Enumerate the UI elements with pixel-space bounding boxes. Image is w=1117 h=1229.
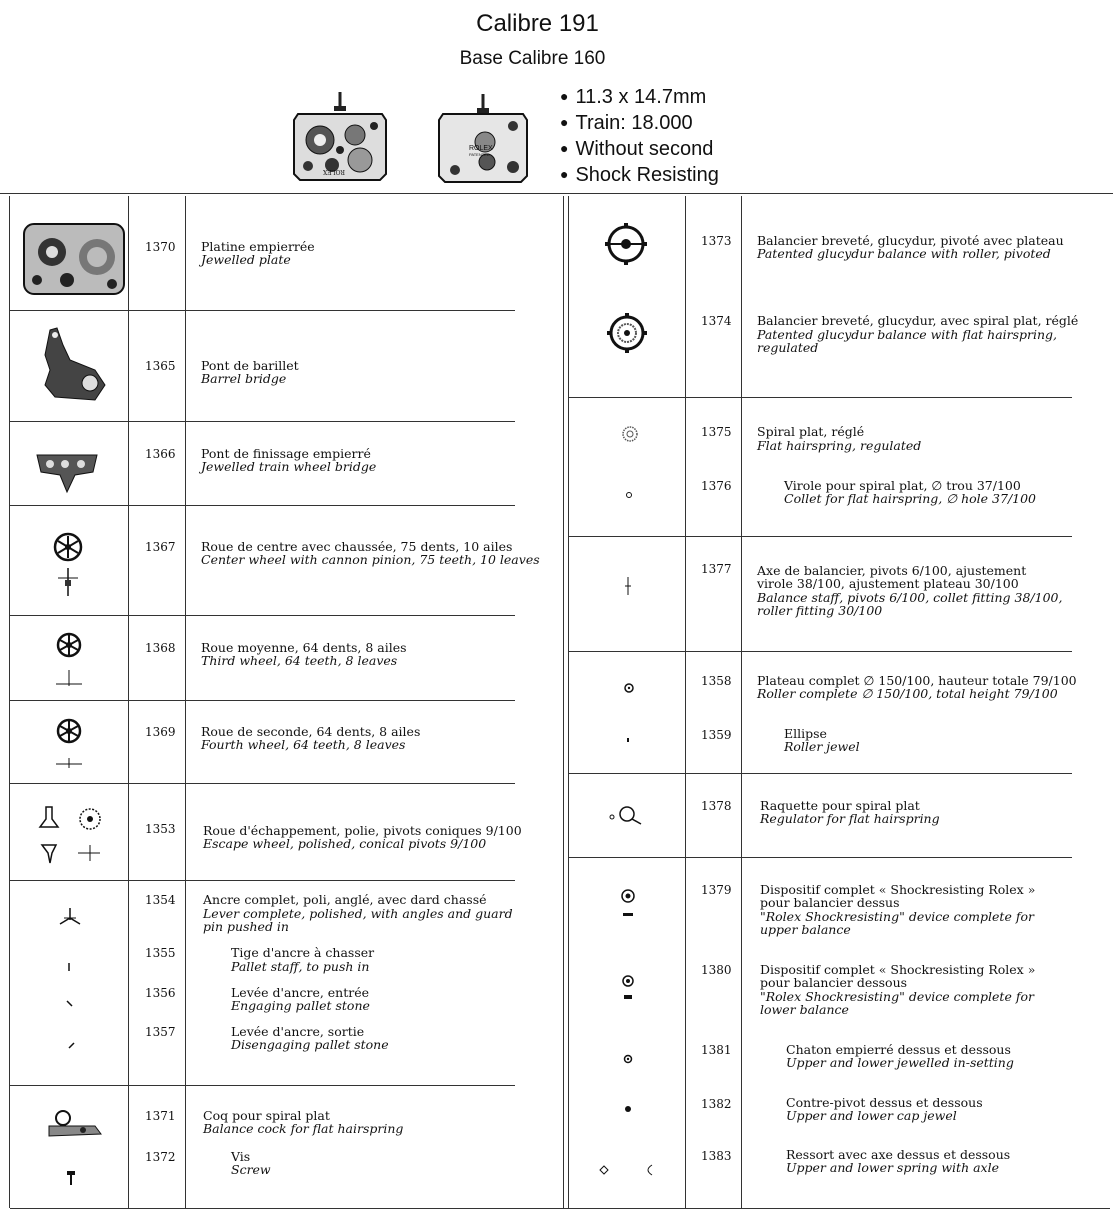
row-separator (569, 773, 1072, 774)
part-name-en: Balance staff, pivots 6/100, collet fitting 38/100, (757, 590, 1063, 605)
part-number: 1378 (701, 799, 732, 813)
part-number: 1356 (145, 986, 176, 1000)
left-num-col-divider (185, 196, 186, 1208)
part-name-fr: Axe de balancier, pivots 6/100, ajustement (757, 563, 1027, 578)
part-number: 1376 (701, 479, 732, 493)
part-name-fr: Raquette pour spiral plat (760, 798, 920, 813)
exit-pallet-stone-image (68, 1042, 76, 1050)
movement-logo: ROLEX (469, 145, 493, 152)
balance-with-hairspring-image (606, 312, 648, 354)
right-image-col-divider (685, 196, 686, 1208)
regulator-image (609, 805, 643, 825)
left-border (9, 196, 10, 1208)
part-number: 1355 (145, 946, 176, 960)
row-separator (10, 310, 515, 311)
part-name-en: Screw (231, 1162, 271, 1177)
part-name-fr: Balancier breveté, glucydur, pivoté avec plateau (757, 233, 1064, 248)
part-name-en: Lever complete, polished, with angles and guard (203, 906, 513, 921)
spring-with-axle-image (596, 1162, 656, 1178)
barrel-bridge-image (35, 325, 110, 405)
part-name-en: Upper and lower jewelled in-setting (786, 1055, 1014, 1070)
part-name-en: Jewelled train wheel bridge (201, 459, 377, 474)
part-name-en-continued: roller fitting 30/100 (757, 603, 883, 618)
part-number: 1369 (145, 725, 176, 739)
part-name-en: "Rolex Shockresisting" device complete for (760, 989, 1034, 1004)
part-name-fr: Ressort avec axe dessus et dessous (786, 1147, 1011, 1162)
part-number: 1374 (701, 314, 732, 328)
escape-wheel-image (38, 805, 108, 867)
row-separator (10, 421, 515, 422)
part-name-fr: Vis (231, 1149, 251, 1164)
row-separator (10, 783, 515, 784)
row-separator (10, 880, 515, 881)
row-separator (10, 505, 515, 506)
part-name-en: Regulator for flat hairspring (760, 811, 940, 826)
part-number: 1370 (145, 240, 176, 254)
cap-jewel-image (624, 1105, 632, 1113)
part-number: 1377 (701, 562, 732, 576)
part-name-en: Pallet staff, to push in (231, 959, 370, 974)
part-name-en: Third wheel, 64 teeth, 8 leaves (201, 653, 398, 668)
part-number: 1357 (145, 1025, 176, 1039)
part-number: 1368 (145, 641, 176, 655)
pallet-staff-image (66, 962, 72, 972)
center-wheel-image (50, 532, 86, 598)
left-image-col-divider (128, 196, 129, 1208)
screw-image (66, 1170, 76, 1186)
lever-image (58, 906, 82, 928)
part-name-fr: Pont de finissage empierré (201, 446, 371, 461)
part-name-fr: Dispositif complet « Shockresisting Rolex » (760, 882, 1036, 897)
fourth-wheel-image (54, 718, 84, 770)
part-name-fr: Roue de seconde, 64 dents, 8 ailes (201, 724, 421, 739)
part-name-en: Collet for flat hairspring, ∅ hole 37/100 (784, 491, 1037, 506)
part-name-en: Flat hairspring, regulated (757, 438, 922, 453)
part-name-fr-continued: pour balancier dessus (760, 895, 900, 910)
part-name-en: Roller jewel (784, 739, 860, 754)
collet-image (625, 491, 633, 499)
row-separator (569, 651, 1072, 652)
entry-pallet-stone-image (66, 1000, 74, 1008)
part-number: 1354 (145, 893, 176, 907)
part-name-en: Fourth wheel, 64 teeth, 8 leaves (201, 737, 406, 752)
movement-back-side-image (435, 92, 530, 187)
part-number: 1366 (145, 447, 176, 461)
part-name-fr: Roue moyenne, 64 dents, 8 ailes (201, 640, 407, 655)
balance-with-roller-image (604, 222, 648, 266)
part-number: 1353 (145, 822, 176, 836)
part-name-fr: Tige d'ancre à chasser (231, 945, 375, 960)
table-top-border (0, 193, 1113, 194)
center-divider-2 (568, 196, 569, 1208)
part-number: 1359 (701, 728, 732, 742)
part-name-en: Barrel bridge (201, 371, 287, 386)
lower-shock-device-image (621, 974, 635, 1004)
part-number: 1375 (701, 425, 732, 439)
part-name-fr: Balancier breveté, glucydur, avec spiral plat, réglé (757, 313, 1079, 328)
part-name-en-continued: pin pushed in (203, 919, 289, 934)
part-name-fr: Levée d'ancre, entrée (231, 985, 370, 1000)
roller-image (623, 682, 635, 694)
balance-staff-image (623, 576, 633, 596)
spec-item: ● 11.3 x 14.7mm (560, 85, 719, 111)
part-number: 1358 (701, 674, 732, 688)
part-name-fr: Virole pour spiral plat, ∅ trou 37/100 (784, 478, 1021, 493)
upper-shock-device-image (620, 888, 636, 920)
part-name-en: Patented glucydur balance with roller, pivoted (757, 246, 1051, 261)
movement-engraving: ROLEX (322, 168, 345, 175)
row-separator (10, 615, 515, 616)
part-name-en-continued: lower balance (760, 1002, 849, 1017)
jewelled-plate-image (22, 222, 127, 297)
part-number: 1372 (145, 1150, 176, 1164)
movement-dial-side-image (290, 90, 390, 185)
part-number: 1379 (701, 883, 732, 897)
center-divider (563, 196, 564, 1208)
part-number: 1383 (701, 1149, 732, 1163)
part-number: 1367 (145, 540, 176, 554)
part-number: 1373 (701, 234, 732, 248)
spec-list (560, 85, 719, 189)
page-title: Calibre 191 (476, 10, 599, 37)
part-name-en: Center wheel with cannon pinion, 75 teeth, 10 leaves (201, 552, 540, 567)
part-name-fr: Platine empierrée (201, 239, 315, 254)
part-number: 1382 (701, 1097, 732, 1111)
right-num-col-divider (741, 196, 742, 1208)
part-name-en: Engaging pallet stone (231, 998, 370, 1013)
part-name-en-continued: upper balance (760, 922, 851, 937)
part-name-en: "Rolex Shockresisting" device complete for (760, 909, 1034, 924)
third-wheel-image (54, 632, 84, 688)
row-separator (10, 1085, 515, 1086)
part-name-fr: Contre-pivot dessus et dessous (786, 1095, 983, 1110)
part-name-en: Patented glucydur balance with flat hairspring, (757, 327, 1058, 342)
part-name-fr-continued: virole 38/100, ajustement plateau 30/100 (757, 576, 1019, 591)
part-name-en: Upper and lower cap jewel (786, 1108, 957, 1123)
balance-cock-image (45, 1108, 103, 1140)
row-separator (569, 857, 1072, 858)
part-name-fr-continued: pour balancier dessous (760, 975, 908, 990)
part-name-fr: Pont de barillet (201, 358, 299, 373)
part-name-fr: Levée d'ancre, sortie (231, 1024, 365, 1039)
train-wheel-bridge-image (35, 450, 100, 495)
roller-jewel-image (625, 737, 631, 743)
part-name-en: Jewelled plate (201, 252, 291, 267)
movement-patented: PATENTED (469, 152, 490, 157)
part-name-en: Upper and lower spring with axle (786, 1160, 999, 1175)
table-bottom-border (10, 1208, 1110, 1209)
part-name-fr: Ancre complet, poli, anglé, avec dard chassé (203, 892, 487, 907)
spec-item: ● Train: 18.000 (560, 111, 719, 137)
part-name-fr: Spiral plat, réglé (757, 424, 865, 439)
part-name-fr: Ellipse (784, 726, 827, 741)
part-name-fr: Coq pour spiral plat (203, 1108, 330, 1123)
part-name-en: Disengaging pallet stone (231, 1037, 389, 1052)
spec-item: ● Shock Resisting (560, 163, 719, 189)
part-name-fr: Dispositif complet « Shockresisting Rolex » (760, 962, 1036, 977)
part-name-fr: Roue de centre avec chaussée, 75 dents, 10 ailes (201, 539, 513, 554)
row-separator (10, 700, 515, 701)
row-separator (569, 536, 1072, 537)
part-name-en: Escape wheel, polished, conical pivots 9/100 (203, 836, 487, 851)
jewelled-setting-image (623, 1054, 633, 1064)
part-name-en-continued: regulated (757, 340, 819, 355)
flat-hairspring-image (620, 425, 640, 443)
part-name-fr: Plateau complet ∅ 150/100, hauteur totale 79/100 (757, 673, 1077, 688)
part-number: 1380 (701, 963, 732, 977)
part-number: 1365 (145, 359, 176, 373)
row-separator (569, 397, 1072, 398)
part-name-fr: Chaton empierré dessus et dessous (786, 1042, 1011, 1057)
part-number: 1381 (701, 1043, 732, 1057)
part-name-fr: Roue d'échappement, polie, pivots coniques 9/100 (203, 823, 522, 838)
part-name-en: Balance cock for flat hairspring (203, 1121, 404, 1136)
page-subtitle: Base Calibre 160 (459, 48, 606, 69)
part-name-en: Roller complete ∅ 150/100, total height 79/100 (757, 686, 1058, 701)
part-number: 1371 (145, 1109, 176, 1123)
spec-item: ● Without second (560, 137, 719, 163)
